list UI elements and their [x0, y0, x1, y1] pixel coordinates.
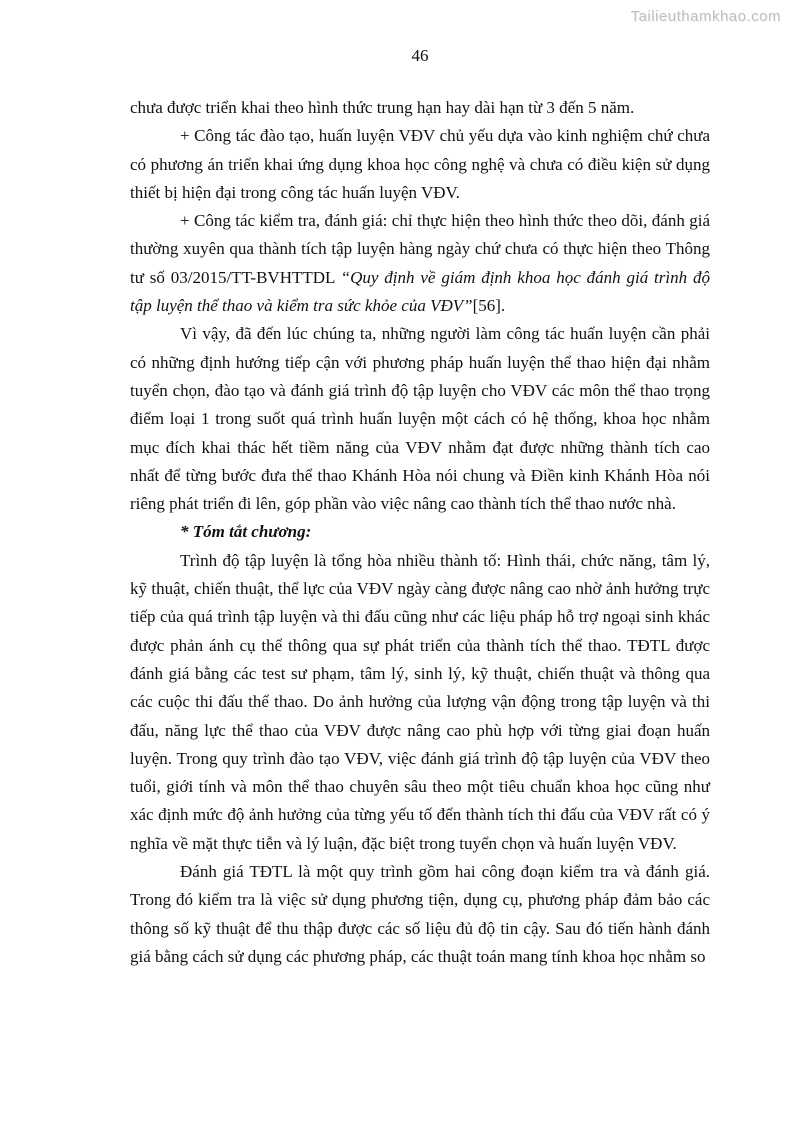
paragraph-summary-tdtl: Trình độ tập luyện là tổng hòa nhiều thành tố: Hình thái, chức năng, tâm lý, kỹ thuật, chiến thuật, thể lực của VĐV ngày càng được nâng cao nhờ ảnh hưởng trực tiếp của quá trình tập luyện và thi đấu cũng như các liệu pháp hỗ trợ ngoại sinh khác được phản ánh cụ thể thông qua sự phát triển của thành tích thể thao. TĐTL được đánh giá bằng các test sư phạm, tâm lý, sinh lý, kỹ thuật, chiến thuật và thông qua các cuộc thi đấu thể thao. Do ảnh hưởng của lượng vận động trong tập luyện và thi đấu, năng lực thể thao của VĐV được nâng cao phù hợp với từng giai đoạn huấn luyện. Trong quy trình đào tạo VĐV, việc đánh giá trình độ tập luyện của VĐV theo tuổi, giới tính và môn thể thao chuyên sâu theo một tiêu chuẩn khoa học cũng như xác định mức độ ảnh hưởng của từng yếu tố đến thành tích thi đấu của VĐV rất có ý nghĩa về mặt thực tiễn và lý luận, đặc biệt trong tuyển chọn và huấn luyện VĐV. — [130, 550, 710, 853]
watermark-text: Tailieuthamkhao.com — [630, 8, 781, 25]
page-number: 46 — [411, 46, 429, 65]
paragraph-conclusion: Vì vậy, đã đến lúc chúng ta, những người làm công tác huấn luyện cần phải có những định hướng tiếp cận với phương pháp huấn luyện thể thao hiện đại nhằm tuyển chọn, đào tạo và đánh giá trình độ tập luyện cho VĐV các môn thể thao trọng điểm loại 1 trong suốt quá trình huấn luyện một cách có hệ thống, khoa học nhằm mục đích khai thác hết tiềm năng của VĐV nhằm đạt được những thành tích cao nhất để từng bước đưa thể thao Khánh Hòa nói chung và Điền kinh Khánh Hòa nói riêng phát triển đi lên, góp phần vào việc nâng cao thành tích thể thao nước nhà. — [130, 324, 710, 514]
citation-ref: [56]. — [472, 296, 506, 316]
document-body — [130, 94, 710, 971]
paragraph-evaluation-process: Đánh giá TĐTL là một quy trình gồm hai công đoạn kiểm tra và đánh giá. Trong đó kiểm tra là việc sử dụng phương tiện, dụng cụ, phương pháp đảm bảo các thông số kỹ thuật để thu thập được các số liệu đủ độ tin cậy. Sau đó tiến hành đánh giá bằng cách sử dụng các phương pháp, các thuật toán mang tính khoa học nhằm so — [130, 862, 710, 966]
chapter-summary-heading: * Tóm tắt chương: — [180, 522, 312, 542]
paragraph-continuation: chưa được triển khai theo hình thức trung hạn hay dài hạn từ 3 đến 5 năm. — [130, 98, 635, 117]
paragraph-training-work: + Công tác đào tạo, huấn luyện VĐV chủ yếu dựa vào kinh nghiệm chứ chưa có phương án triển khai ứng dụng khoa học công nghệ và chưa có điều kiện sử dụng thiết bị hiện đại trong công tác huấn luyện VĐV. — [130, 126, 710, 202]
circular-quote-italic: “Quy định về giám định khoa học đánh giá trình độ tập luyện thể thao và kiểm tra sức khỏe của VĐV” — [130, 267, 710, 316]
paragraph-inspection-work — [130, 207, 710, 320]
paragraph-inspection-text: + Công tác kiểm tra, đánh giá: chỉ thực hiện theo hình thức theo dõi, đánh giá thường xuyên qua thành tích tập luyện hàng ngày chứ chưa có thực hiện theo Thông tư số 03/2015/TT-BVHTTDL — [130, 211, 710, 287]
